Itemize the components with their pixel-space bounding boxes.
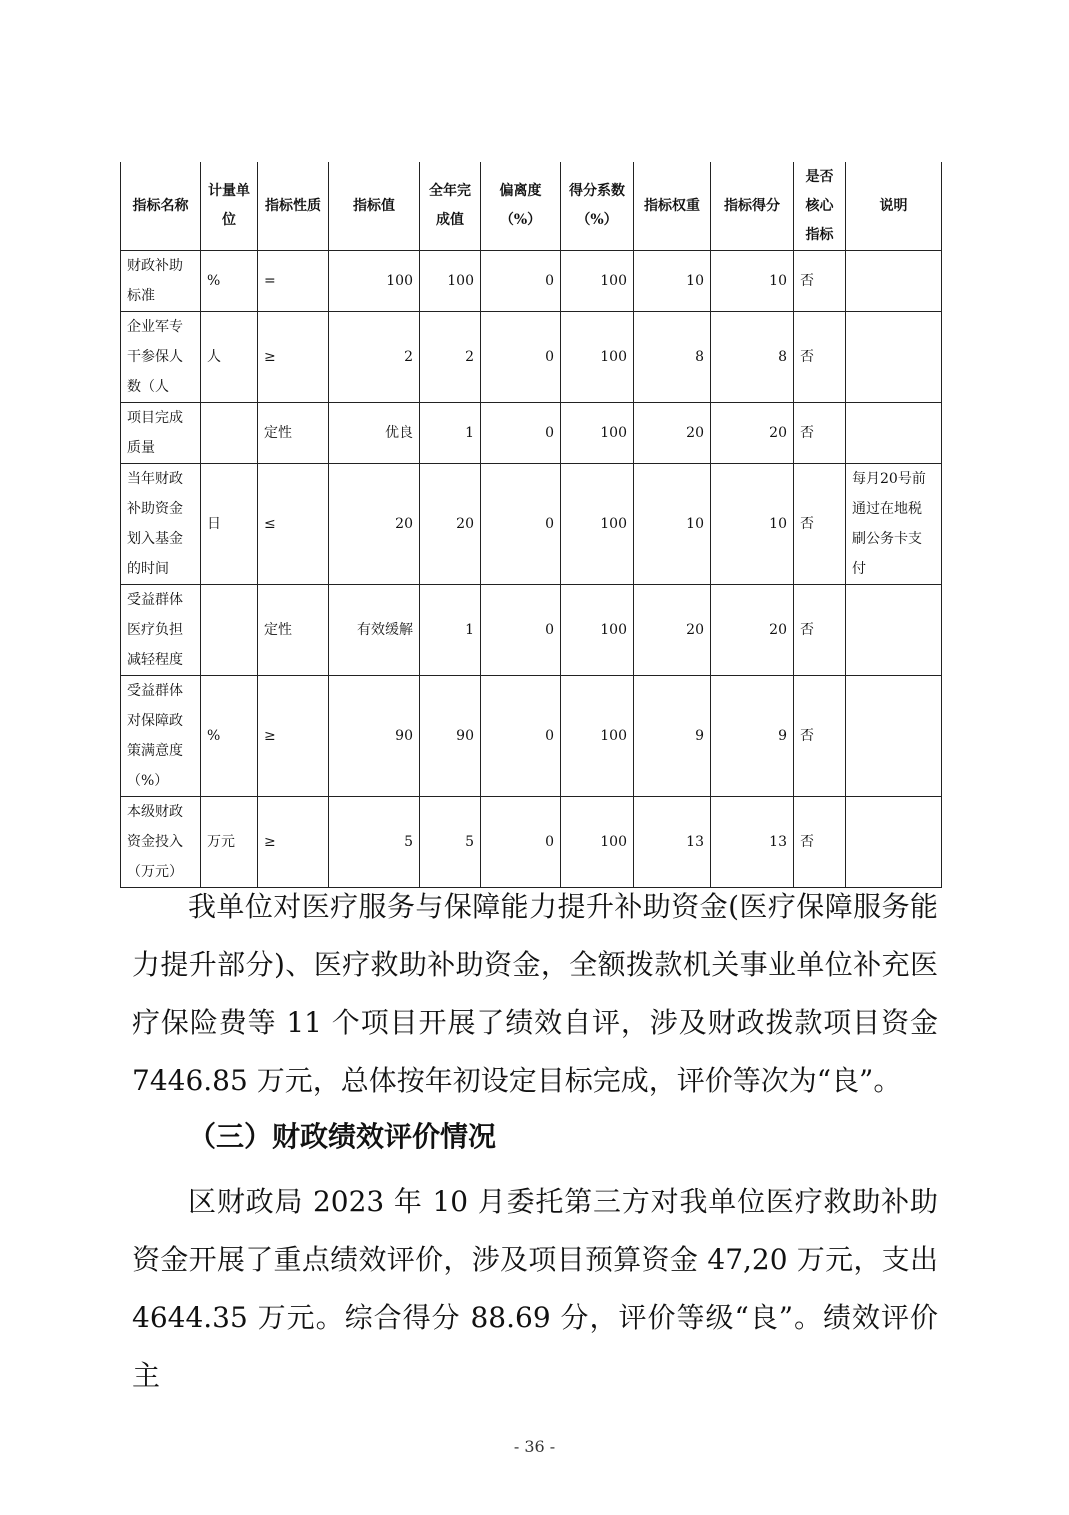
target-cell: 有效缓解 (329, 585, 420, 676)
actual-cell: 20 (420, 464, 481, 585)
body-paragraph-finance-evaluation (132, 1173, 938, 1405)
unit-cell: % (201, 251, 258, 312)
note-cell (846, 676, 942, 797)
weight-cell: 20 (634, 403, 711, 464)
unit-cell: 万元 (201, 797, 258, 888)
header-cell: 指标得分 (711, 162, 794, 251)
header-cell: 指标名称 (121, 162, 201, 251)
performance-indicator-table (120, 162, 942, 888)
nature-cell: = (258, 251, 329, 312)
paragraph-text: 我单位对医疗服务与保障能力提升补助资金(医疗保障服务能力提升部分)、医疗救助补助资金，全额拨款机关事业单位补充医疗保险费等 11 个项目开展了绩效自评，涉及财政拨款项目资金7446.85 万元，总体按年初设定目标完成，评价等次为“良”。 (132, 890, 938, 1097)
indicator-name: 当年财政补助资金划入基金的时间 (121, 464, 201, 585)
score-cell: 9 (711, 676, 794, 797)
nature-cell: ≥ (258, 797, 329, 888)
body-paragraph-self-evaluation (132, 878, 938, 1110)
nature-cell: ≥ (258, 312, 329, 403)
deviation-cell: 0 (481, 464, 561, 585)
coef-cell: 100 (561, 403, 634, 464)
score-cell: 10 (711, 464, 794, 585)
header-cell: 说明 (846, 162, 942, 251)
score-cell: 20 (711, 403, 794, 464)
note-cell (846, 585, 942, 676)
note-cell (846, 251, 942, 312)
coef-cell: 100 (561, 251, 634, 312)
deviation-cell: 0 (481, 403, 561, 464)
unit-cell (201, 585, 258, 676)
weight-cell: 13 (634, 797, 711, 888)
nature-cell: 定性 (258, 585, 329, 676)
unit-cell (201, 403, 258, 464)
table-row (121, 312, 942, 403)
coef-cell: 100 (561, 312, 634, 403)
unit-cell: 日 (201, 464, 258, 585)
deviation-cell: 0 (481, 312, 561, 403)
deviation-cell: 0 (481, 797, 561, 888)
header-cell: 得分系数（%） (561, 162, 634, 251)
table-row (121, 251, 942, 312)
score-cell: 8 (711, 312, 794, 403)
table-row (121, 464, 942, 585)
core-cell: 否 (794, 797, 846, 888)
section-heading: （三）财政绩效评价情况 (188, 1120, 497, 1153)
weight-cell: 10 (634, 251, 711, 312)
target-cell: 90 (329, 676, 420, 797)
deviation-cell: 0 (481, 251, 561, 312)
core-cell: 否 (794, 464, 846, 585)
note-cell: 每月20号前通过在地税刷公务卡支付 (846, 464, 942, 585)
header-cell: 指标权重 (634, 162, 711, 251)
table-row (121, 585, 942, 676)
header-cell: 指标值 (329, 162, 420, 251)
target-cell: 20 (329, 464, 420, 585)
coef-cell: 100 (561, 797, 634, 888)
core-cell: 否 (794, 251, 846, 312)
header-cell: 偏离度（%） (481, 162, 561, 251)
indicator-name: 财政补助标准 (121, 251, 201, 312)
table-row (121, 676, 942, 797)
header-cell: 指标性质 (258, 162, 329, 251)
note-cell (846, 797, 942, 888)
indicator-name: 项目完成质量 (121, 403, 201, 464)
header-cell: 全年完成值 (420, 162, 481, 251)
core-cell: 否 (794, 312, 846, 403)
indicator-name: 受益群体对保障政策满意度（%） (121, 676, 201, 797)
nature-cell: 定性 (258, 403, 329, 464)
actual-cell: 1 (420, 403, 481, 464)
weight-cell: 9 (634, 676, 711, 797)
target-cell: 5 (329, 797, 420, 888)
note-cell (846, 403, 942, 464)
deviation-cell: 0 (481, 676, 561, 797)
actual-cell: 2 (420, 312, 481, 403)
header-cell: 计量单位 (201, 162, 258, 251)
weight-cell: 8 (634, 312, 711, 403)
weight-cell: 20 (634, 585, 711, 676)
indicator-name: 本级财政资金投入（万元） (121, 797, 201, 888)
core-cell: 否 (794, 585, 846, 676)
unit-cell: % (201, 676, 258, 797)
weight-cell: 10 (634, 464, 711, 585)
score-cell: 10 (711, 251, 794, 312)
core-cell: 否 (794, 676, 846, 797)
note-cell (846, 312, 942, 403)
table-header-row (121, 162, 942, 251)
unit-cell: 人 (201, 312, 258, 403)
header-cell: 是否核心指标 (794, 162, 846, 251)
indicator-name: 企业军专干参保人数（人 (121, 312, 201, 403)
target-cell: 100 (329, 251, 420, 312)
score-cell: 13 (711, 797, 794, 888)
indicator-name: 受益群体医疗负担减轻程度 (121, 585, 201, 676)
deviation-cell: 0 (481, 585, 561, 676)
actual-cell: 100 (420, 251, 481, 312)
coef-cell: 100 (561, 585, 634, 676)
core-cell: 否 (794, 403, 846, 464)
target-cell: 2 (329, 312, 420, 403)
coef-cell: 100 (561, 464, 634, 585)
target-cell: 优良 (329, 403, 420, 464)
coef-cell: 100 (561, 676, 634, 797)
actual-cell: 1 (420, 585, 481, 676)
page-number: - 36 - (513, 1437, 556, 1456)
table-row (121, 797, 942, 888)
score-cell: 20 (711, 585, 794, 676)
table-row (121, 403, 942, 464)
nature-cell: ≥ (258, 676, 329, 797)
nature-cell: ≤ (258, 464, 329, 585)
paragraph-text: 区财政局 2023 年 10 月委托第三方对我单位医疗救助补助资金开展了重点绩效评价，涉及项目预算资金 47,20 万元，支出4644.35 万元。综合得分 88.69 分，评价等级“良”。绩效评价主 (132, 1185, 938, 1392)
actual-cell: 90 (420, 676, 481, 797)
actual-cell: 5 (420, 797, 481, 888)
